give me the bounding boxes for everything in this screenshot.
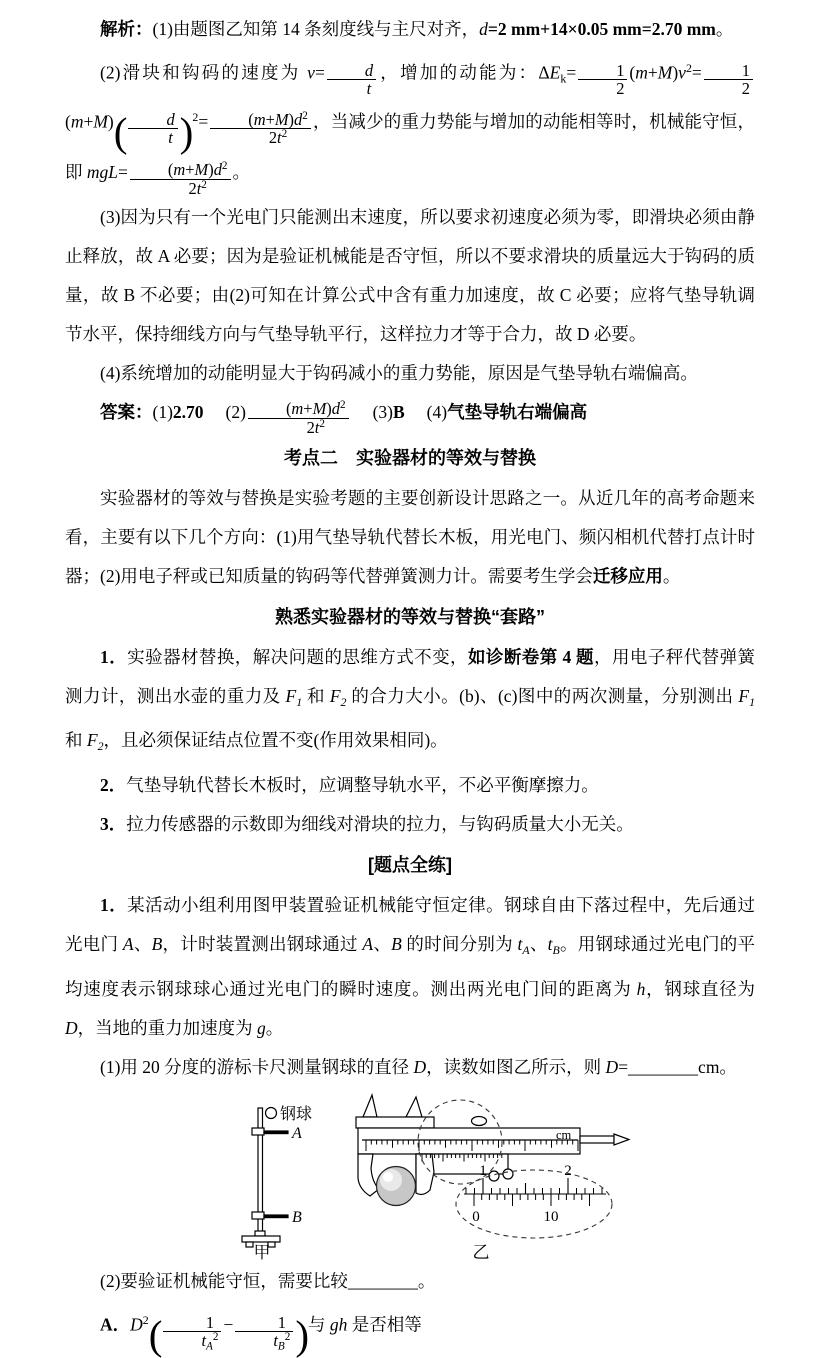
inset-ellipse bbox=[456, 1170, 612, 1238]
stand-diagram bbox=[242, 1108, 288, 1248]
stand-collar bbox=[255, 1231, 265, 1236]
photogate-b-arm bbox=[264, 1215, 288, 1218]
paragraph-tip-2: 2．气垫导轨代替长木板时，应调整导轨水平，不必平衡摩擦力。 bbox=[100, 775, 599, 796]
paragraph-option-a: A．$D^2$( $\frac{1}{t_A^2}$ − $\frac{1}{t_B^2}$ )与 gh 是否相等 bbox=[100, 1312, 422, 1358]
steel-ball-small bbox=[266, 1108, 277, 1119]
unit-cm-label: cm bbox=[556, 1128, 572, 1142]
paragraph-analysis-4: (4)系统增加的动能明显大于钩码减小的重力势能，原因是气垫导轨右端偏高。 bbox=[100, 362, 698, 383]
paragraph-answer: 答案：(1)2.70 (2) $\frac{(m+M)d^2}{2t^2}$ (3)B (4)气垫导轨右端偏高 bbox=[100, 399, 588, 438]
paragraph-question-1-1: (1)用 20 分度的游标卡尺测量钢球的直径 D，读数如图乙所示，则 D=________cm。 bbox=[100, 1057, 737, 1077]
caliper-upper-jaw-movable bbox=[406, 1097, 422, 1117]
caption-yi: 乙 bbox=[472, 1243, 490, 1260]
photogate-a-clamp bbox=[252, 1128, 264, 1135]
figure-drawing bbox=[226, 1090, 786, 1260]
section-subheading-taolu: 熟悉实验器材的等效与替换“套路” bbox=[275, 606, 545, 627]
caliper-lower-jaw-fixed bbox=[358, 1154, 379, 1196]
paragraph-analysis-3: (3)因为只有一个光电门只能测出末速度，所以要求初速度必须为零，即滑块必须由静止释放，故 A 必要；因为是验证机械能是否守恒，所以不要求滑块的质量远大于钩码的质量，故 B 不必要；由(2)可知在计算公式中含有重力加速度，故 C 必要；应将气垫导轨调节水平，保持细线方向与气垫导轨平行，这样拉力才等于合力，故 D 必要。 bbox=[65, 206, 755, 344]
photogate-a-arm bbox=[264, 1131, 288, 1134]
figure-apparatus bbox=[65, 1090, 755, 1260]
section-heading-kaodian2: 考点二 实验器材的等效与替换 bbox=[284, 447, 536, 468]
paragraph-tip-3: 3．拉力传感器的示数即为细线对滑块的拉力，与钩码质量大小无关。 bbox=[100, 814, 634, 835]
paragraph-question-1: 1．某活动小组利用图甲装置验证机械能守恒定律。钢球自由下落过程中，先后通过光电门 A、B，计时装置测出钢球通过 A、B 的时间分别为 $t_A$、$t_B$。用钢球通过光电门的平均速度表示钢球球心通过光电门的瞬时速度。测出两光电门间的距离为 h，钢球直径为 D，当地的重力加速度为 g。 bbox=[65, 895, 756, 1038]
caliper-depth-rod bbox=[580, 1136, 614, 1143]
paragraph-tip-1: 1．实验器材替换，解决问题的思维方式不变，如诊断卷第 4 题，用电子秤代替弹簧测力计，测出水壶的重力及 $F_1$ 和 $F_2$ 的合力大小。(b)、(c)图中的两次测量，分别测出 $F_1$ 和 $F_2$，且必须保证结点位置不变(作用效果相同)。 bbox=[65, 646, 756, 754]
caliper-upper-jaw-fixed bbox=[363, 1095, 377, 1117]
caliper-rod-tip bbox=[614, 1134, 629, 1145]
caliper-lower-jaw-movable bbox=[416, 1154, 434, 1194]
photogate-b-clamp bbox=[252, 1212, 264, 1219]
slider-bump-2 bbox=[503, 1169, 513, 1179]
inset-vernier-0: 0 bbox=[472, 1209, 480, 1225]
ball-label: 钢球 bbox=[280, 1106, 313, 1123]
inset-main-scale-ticks bbox=[466, 1188, 602, 1194]
inset-vernier-ticks bbox=[474, 1194, 590, 1206]
paragraph-analysis-2: (2)滑块和钩码的速度为 v= $\frac{d}{t}$ ，增加的动能为：$\Delta E_k=$ $\frac{1}{2}$ $(m+M)v^2=$ $\frac{1}{2}$ (m+M)( $\frac{d}{t}$ )$^2$= $\frac{(m+M)d^2}{2t^2}$ ，当减少的重力势能与增加的动能相等时，机械能守恒，即 mgL= $\frac{(m+M)d^2}{2t^2}$ 。 bbox=[65, 60, 755, 199]
practice-heading: [题点全练] bbox=[368, 855, 452, 876]
paragraph-question-1-2: (2)要验证机械能守恒，需要比较________。 bbox=[100, 1271, 436, 1291]
caption-jia: 甲 bbox=[253, 1243, 271, 1260]
caliper-head bbox=[356, 1117, 434, 1128]
inset-main-2: 2 bbox=[564, 1163, 572, 1179]
inset-vernier-10: 10 bbox=[543, 1209, 559, 1225]
inset-main-1: 1 bbox=[479, 1163, 487, 1179]
stand-base bbox=[242, 1236, 280, 1242]
stand-foot-left bbox=[246, 1242, 253, 1247]
paragraph-section2-intro: 实验器材的等效与替换是实验考题的主要创新设计思路之一。从近几年的高考命题来看，主要有以下几个方向：(1)用气垫导轨代替长木板，用光电门、频闪相机代替打点计时器；(2)用电子秤或已知质量的钩码等代替弹簧测力计。需要考生学会迁移应用。 bbox=[65, 487, 755, 586]
photogate-b-label: B bbox=[292, 1209, 302, 1226]
caliper-thumbscrew bbox=[472, 1117, 487, 1126]
steel-ball-measured bbox=[377, 1167, 416, 1206]
paragraph-analysis-1: 解析：(1)由题图乙知第 14 条刻度线与主尺对齐，d=2 mm+14×0.05 mm=2.70 mm。 bbox=[100, 19, 734, 39]
photogate-a-label: A bbox=[292, 1125, 302, 1142]
